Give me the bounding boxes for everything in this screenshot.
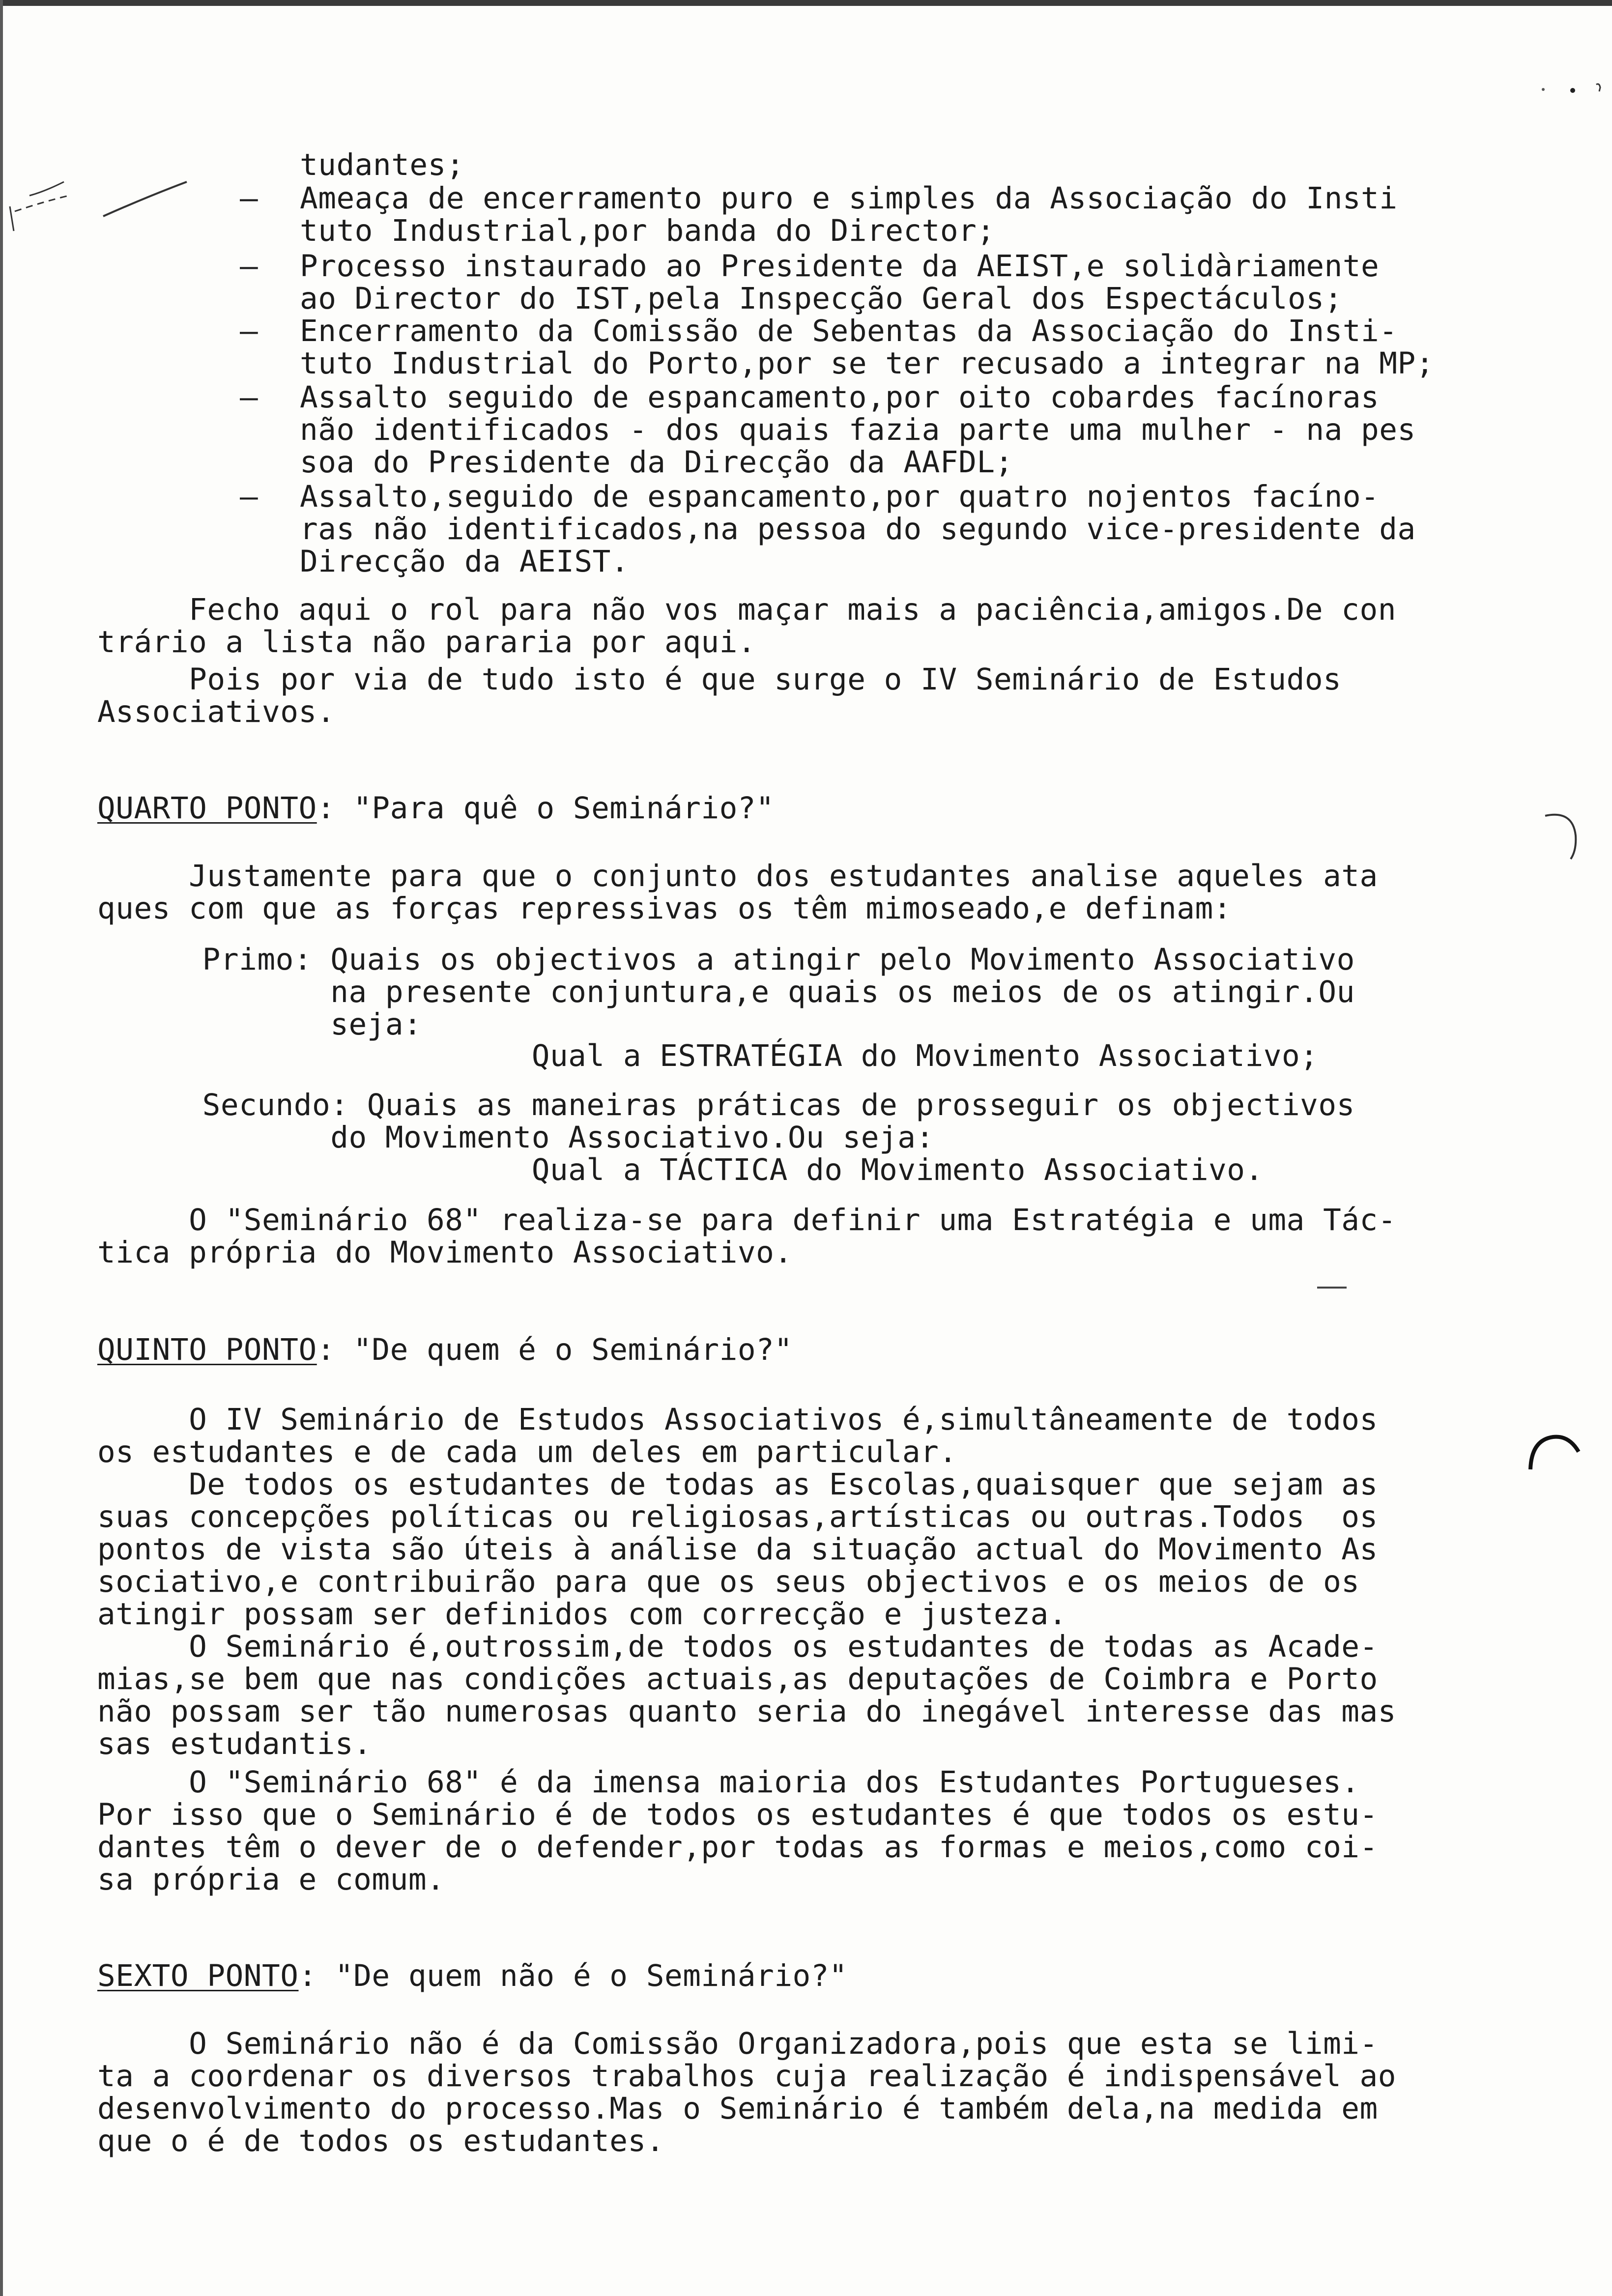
- list-item-text: Direcção da AEIST.: [300, 544, 630, 579]
- paragraph-line: ques com que as forças repressivas os têm mimoseado,e definam:: [97, 891, 1232, 926]
- paragraph-line: dantes têm o dever de o defender,por todas as formas e meios,como coi-: [97, 1830, 1378, 1865]
- paragraph-line: mias,se bem que nas condições actuais,as deputações de Coimbra e Porto: [97, 1662, 1378, 1696]
- paragraph-line: ta a coordenar os diversos trabalhos cuja realização é indispensável ao: [97, 2059, 1396, 2094]
- list-item-text: soa do Presidente da Direcção da AAFDL;: [300, 445, 1013, 480]
- paragraph-line: Fecho aqui o rol para não vos maçar mais a paciência,amigos.De con: [97, 592, 1396, 627]
- primo-line: Primo: Quais os objectivos a atingir pelo Movimento Associativo: [147, 942, 1355, 977]
- scan-left-edge: [0, 0, 3, 2296]
- paragraph-line: trário a lista não pararia por aqui.: [97, 625, 756, 660]
- scan-top-edge: [0, 0, 1612, 6]
- secundo-line: Secundo: Quais as maneiras práticas de prosseguir os objectivos: [147, 1088, 1355, 1122]
- section-heading-quinto: [97, 1334, 793, 1366]
- list-dash: —: [240, 314, 258, 348]
- paragraph-line: desenvolvimento do processo.Mas o Seminário é também dela,na medida em: [97, 2091, 1378, 2126]
- list-item-text: Assalto,seguido de espancamento,por quatro nojentos facíno-: [300, 479, 1380, 514]
- paragraph-line: tica própria do Movimento Associativo.: [97, 1235, 793, 1270]
- section-heading-question: : "De quem é o Seminário?": [317, 1332, 793, 1367]
- paragraph-line: sa própria e comum.: [97, 1862, 445, 1897]
- list-dash: —: [240, 479, 258, 514]
- section-heading-quarto: [97, 792, 774, 825]
- section-heading-label: QUINTO PONTO: [97, 1332, 317, 1367]
- list-item-text: Encerramento da Comissão de Sebentas da Associação do Insti-: [300, 314, 1398, 348]
- paragraph-line: Justamente para que o conjunto dos estudantes analise aqueles ata: [97, 859, 1378, 893]
- primo-line: na presente conjuntura,e quais os meios de os atingir.Ou: [147, 975, 1355, 1009]
- corner-dots-mark: [1533, 79, 1612, 98]
- list-dash: —: [240, 249, 258, 284]
- list-item-text: ao Director do IST,pela Inspecção Geral dos Espectáculos;: [300, 281, 1343, 316]
- paragraph-line: O Seminário não é da Comissão Organizadora,pois que esta se limi-: [97, 2026, 1378, 2061]
- section-heading-label: QUARTO PONTO: [97, 791, 317, 826]
- paragraph-line: Por isso que o Seminário é de todos os estudantes é que todos os estu-: [97, 1797, 1378, 1832]
- list-dash: —: [240, 181, 258, 216]
- secundo-line: do Movimento Associativo.Ou seja:: [147, 1120, 934, 1155]
- list-item-text: Processo instaurado ao Presidente da AEIST,e solidàriamente: [300, 249, 1380, 284]
- list-item-text: ras não identificados,na pessoa do segundo vice-presidente da: [300, 512, 1416, 546]
- pen-stroke-mark: [5, 167, 192, 236]
- list-dash: —: [240, 380, 258, 415]
- paragraph-line: sas estudantis.: [97, 1726, 372, 1761]
- section-heading-label: SEXTO PONTO: [97, 1958, 299, 1993]
- margin-curve-mark: [1543, 806, 1583, 865]
- paragraph-line: os estudantes e de cada um deles em particular.: [97, 1435, 957, 1469]
- list-item-text: não identificados - dos quais fazia parte uma mulher - na pes: [300, 412, 1416, 447]
- paragraph-line: De todos os estudantes de todas as Escolas,quaisquer que sejam as: [97, 1467, 1378, 1502]
- primo-line: seja:: [147, 1007, 422, 1042]
- margin-hook-mark: [1524, 1430, 1583, 1474]
- paragraph-line: O IV Seminário de Estudos Associativos é,simultâneamente de todos: [97, 1402, 1378, 1437]
- secundo-line: Qual a TÁCTICA do Movimento Associativo.: [147, 1152, 1264, 1187]
- list-item-text: tuto Industrial,por banda do Director;: [300, 213, 995, 248]
- paragraph-line: O "Seminário 68" é da imensa maioria dos Estudantes Portugueses.: [97, 1765, 1360, 1800]
- list-item-text: tuto Industrial do Porto,por se ter recusado a integrar na MP;: [300, 346, 1434, 381]
- primo-line: Qual a ESTRATÉGIA do Movimento Associativo;: [147, 1038, 1319, 1073]
- short-rule: [1317, 1287, 1347, 1289]
- section-heading-sexto: [97, 1960, 847, 1992]
- paragraph-line: O Seminário é,outrossim,de todos os estudantes de todas as Acade-: [97, 1629, 1378, 1664]
- paragraph-line: O "Seminário 68" realiza-se para definir uma Estratégia e uma Tác-: [97, 1203, 1396, 1237]
- list-item-text: Assalto seguido de espancamento,por oito cobardes facínoras: [300, 380, 1380, 415]
- list-item-text: Ameaça de encerramento puro e simples da Associação do Insti: [300, 181, 1398, 216]
- paragraph-line: sociativo,e contribuirão para que os seus objectivos e os meios de os: [97, 1564, 1360, 1599]
- paragraph-line: Pois por via de tudo isto é que surge o IV Seminário de Estudos: [97, 662, 1342, 697]
- paragraph-line: Associativos.: [97, 694, 335, 729]
- paragraph-line: atingir possam ser definidos com correcção e justeza.: [97, 1597, 1067, 1632]
- paragraph-line: que o é de todos os estudantes.: [97, 2124, 664, 2158]
- section-heading-question: : "De quem não é o Seminário?": [298, 1958, 848, 1993]
- paragraph-line: suas concepções políticas ou religiosas,artísticas ou outras.Todos os: [97, 1499, 1378, 1534]
- section-heading-question: : "Para quê o Seminário?": [317, 791, 775, 826]
- list-item-text: tudantes;: [300, 147, 465, 182]
- paragraph-line: pontos de vista são úteis à análise da situação actual do Movimento As: [97, 1532, 1378, 1567]
- paragraph-line: não possam ser tão numerosas quanto seria do inegável interesse das mas: [97, 1694, 1396, 1729]
